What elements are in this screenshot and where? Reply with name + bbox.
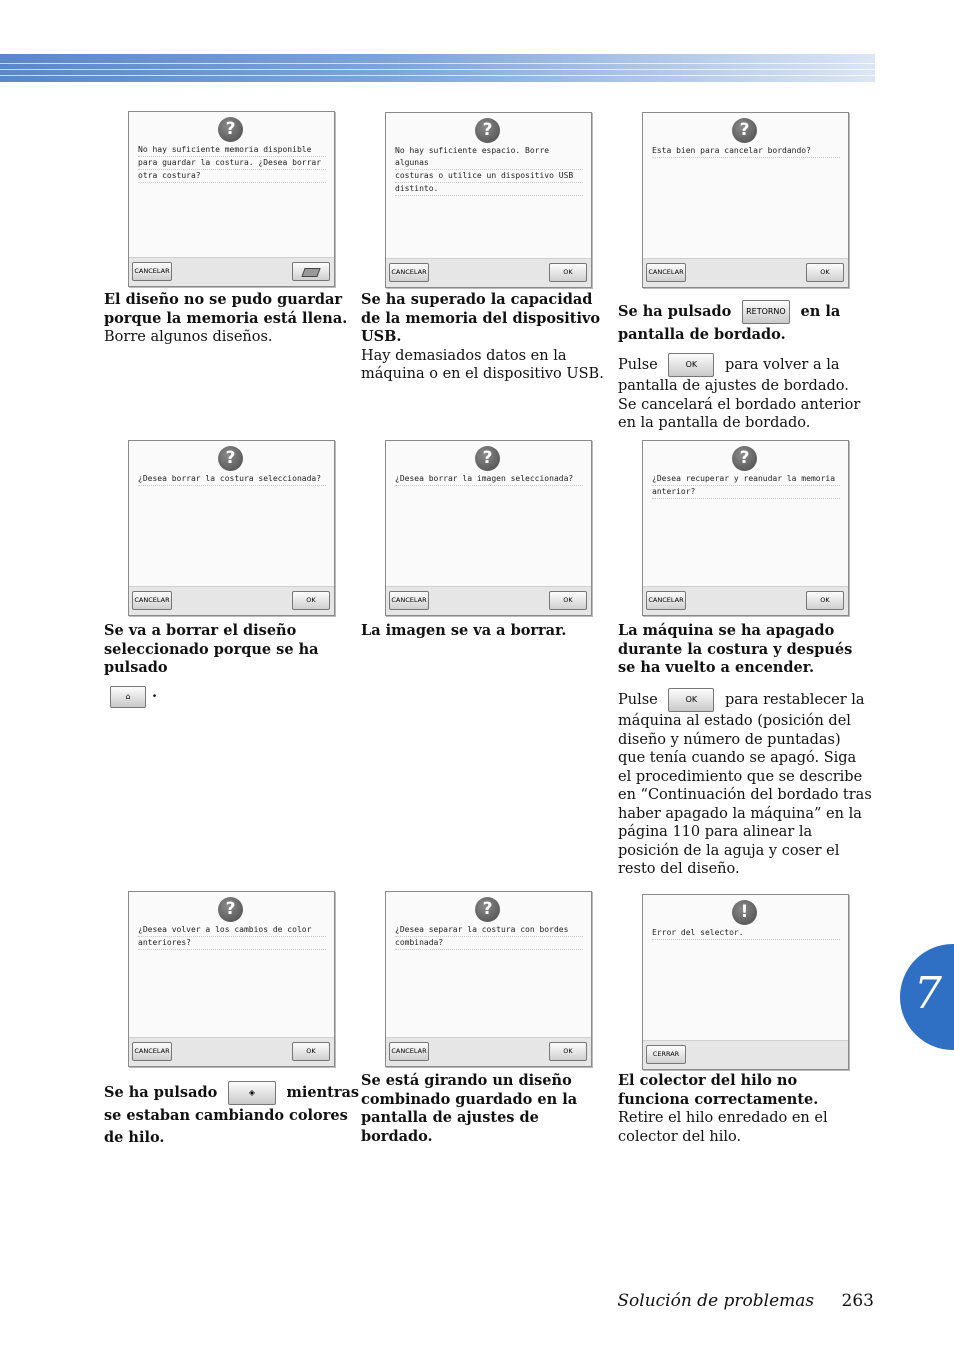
- cancel-button[interactable]: CANCELAR: [646, 263, 686, 282]
- error-screen: [385, 891, 592, 1067]
- error-screen: [128, 440, 335, 616]
- retorno-button: RETORNO: [742, 300, 790, 324]
- cancel-button[interactable]: CANCELAR: [132, 1042, 172, 1061]
- screen-message: ¿Desea borrar la imagen seleccionada?: [395, 473, 583, 486]
- cancel-button[interactable]: CANCELAR: [132, 262, 172, 281]
- error-screen: [128, 891, 335, 1067]
- chapter-number: 7: [914, 968, 942, 1019]
- error-screen: [128, 111, 335, 287]
- caption: La máquina se ha apagado durante la costura y después se ha vuelto a encender.: [618, 622, 853, 676]
- screen-message: No hay suficiente memoria disponible para guardar la costura. ¿Desea borrar otra costura?: [138, 144, 326, 183]
- cancel-button[interactable]: CANCELAR: [132, 591, 172, 610]
- eraser-button[interactable]: [292, 262, 330, 281]
- cancel-button[interactable]: CANCELAR: [389, 591, 429, 610]
- screen-message: Error del selector.: [652, 927, 840, 940]
- cancel-button[interactable]: CANCELAR: [646, 591, 686, 610]
- close-button[interactable]: CERRAR: [646, 1045, 686, 1064]
- exclamation-icon: !: [732, 900, 757, 925]
- section-title: Solución de problemas: [617, 1291, 815, 1311]
- top-banner: [0, 54, 875, 82]
- question-icon: ?: [475, 897, 500, 922]
- caption: Se está girando un diseño combinado guardado en la pantalla de ajustes de bordado.: [361, 1072, 578, 1145]
- screen-message: No hay suficiente espacio. Borre algunas costuras o utilice un dispositivo USB distinto.: [395, 145, 583, 196]
- question-icon: ?: [218, 897, 243, 922]
- ok-button[interactable]: OK: [549, 1042, 587, 1061]
- cancel-button[interactable]: CANCELAR: [389, 1042, 429, 1061]
- question-icon: ?: [475, 118, 500, 143]
- error-screen: [642, 440, 849, 616]
- caption: Se va a borrar el diseño seleccionado porque se ha pulsado ⌂ .: [104, 622, 360, 708]
- ok-button[interactable]: OK: [806, 591, 844, 610]
- cancel-button[interactable]: CANCELAR: [389, 263, 429, 282]
- ok-button-ref: OK: [668, 688, 714, 712]
- caption: Se ha pulsado RETORNO en la pantalla de bordado.: [618, 300, 870, 346]
- caption: La imagen se va a borrar.: [361, 622, 567, 639]
- caption: El colector del hilo no funciona correctamente. Retire el hilo enredado en el colector del hilo.: [618, 1072, 828, 1145]
- error-screen: [385, 440, 592, 616]
- screen-button-bar: [129, 586, 334, 615]
- home-icon: ⌂: [110, 686, 146, 708]
- screen-button-bar: [643, 586, 848, 615]
- question-icon: ?: [218, 117, 243, 142]
- page-footer: [617, 1291, 874, 1311]
- question-icon: ?: [732, 446, 757, 471]
- ok-button[interactable]: OK: [806, 263, 844, 282]
- caption: Se ha pulsado ◈ mientras se estaban cambiando colores de hilo.: [104, 1081, 360, 1149]
- screen-message: ¿Desea recuperar y reanudar la memoria anterior?: [652, 473, 840, 499]
- error-screen: [642, 112, 849, 288]
- paragraph: Pulse OK para volver a la pantalla de ajustes de bordado. Se cancelará el bordado anterior en la pantalla de bordado.: [618, 353, 870, 433]
- error-screen: [385, 112, 592, 288]
- screen-button-bar: [129, 257, 334, 286]
- screen-button-bar: [386, 586, 591, 615]
- screen-message: ¿Desea borrar la costura seleccionada?: [138, 473, 326, 486]
- screen-button-bar: [386, 1037, 591, 1066]
- question-icon: ?: [732, 118, 757, 143]
- screen-button-bar: [643, 1040, 848, 1069]
- chapter-tab: [900, 944, 954, 1050]
- screen-button-bar: [643, 258, 848, 287]
- eraser-icon: [301, 268, 320, 277]
- ok-button[interactable]: OK: [549, 263, 587, 282]
- question-icon: ?: [475, 446, 500, 471]
- caption: El diseño no se pudo guardar porque la memoria está llena. Borre algunos diseños.: [104, 291, 348, 345]
- thread-color-icon: ◈: [228, 1081, 276, 1105]
- screen-message: Esta bien para cancelar bordando?: [652, 145, 840, 158]
- error-screen: [642, 894, 849, 1070]
- ok-button-ref: OK: [668, 353, 714, 377]
- screen-message: ¿Desea separar la costura con bordes combinada?: [395, 924, 583, 950]
- screen-message: ¿Desea volver a los cambios de color anteriores?: [138, 924, 326, 950]
- ok-button[interactable]: OK: [292, 1042, 330, 1061]
- paragraph: Pulse OK para restablecer la máquina al estado (posición del diseño y número de puntadas) que tenía cuando se apagó. Siga el procedimiento que se describe en “Continuación del bordado tras haber apagado la máquina” en la página 110 para alinear la posición de la aguja y coser el resto del diseño.: [618, 688, 872, 879]
- screen-button-bar: [129, 1037, 334, 1066]
- question-icon: ?: [218, 446, 243, 471]
- page-number: 263: [841, 1291, 874, 1311]
- caption: Se ha superado la capacidad de la memoria del dispositivo USB. Hay demasiados datos en la máquina o en el dispositivo USB.: [361, 291, 604, 382]
- ok-button[interactable]: OK: [549, 591, 587, 610]
- screen-button-bar: [386, 258, 591, 287]
- ok-button[interactable]: OK: [292, 591, 330, 610]
